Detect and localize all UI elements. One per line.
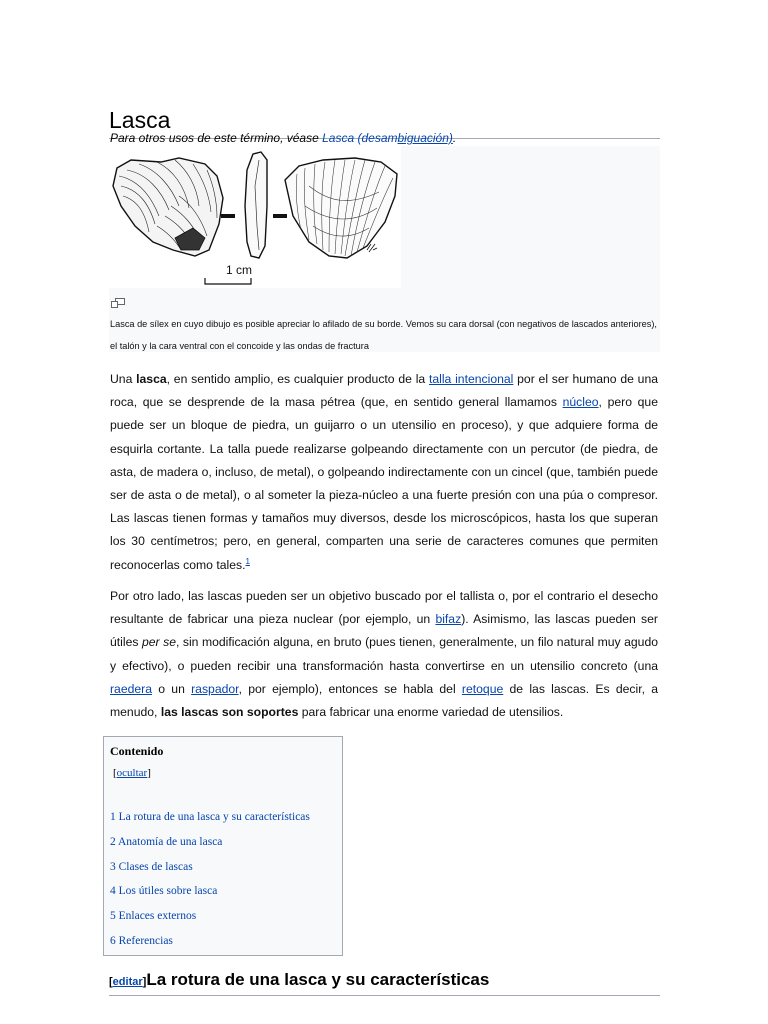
section-title: La rotura de una lasca y su características <box>146 970 490 990</box>
hatnote-link-lasca[interactable]: Lasca <box>322 131 355 145</box>
toc-item-6[interactable]: 6 Referencias <box>110 934 173 947</box>
toc-list <box>110 805 310 954</box>
disambiguation-hatnote <box>110 131 456 145</box>
hatnote-link-disambiguation-a[interactable]: (desam <box>357 131 398 145</box>
intro-paragraph: Una lasca, en sentido amplio, es cualquier producto de la talla intencional por el ser humano de una roca, que se desprende de la masa pétrea (que, en sentido general llamamos núcleo, pero que puede ser un bloque de piedra, un guijarro o un utensilio en proceso), y que adquiere forma de esquirla cortante. La talla puede realizarse golpeando directamente con un percutor (de piedra, de asta, de madera o, incluso, de metal), o golpeando indirectamente con un cincel (que, también puede ser de asta o de metal), o al someter la pieza-núcleo a una fuerte presión con una púa o compresor. Las lascas tienen formas y tamaños muy diversos, desde los microscópicos, hasta los que superan los 30 centímetros; pero, en general, comparten una serie de caracteres comunes que permiten reconocerlas como tales.$^1$ <box>110 372 658 572</box>
link-raedera[interactable]: raedera <box>110 681 153 696</box>
flint-flake-drawing[interactable] <box>109 146 401 288</box>
toc-item-5[interactable]: 5 Enlaces externos <box>110 910 197 923</box>
image-caption: Lasca de sílex en cuyo dibujo es posible apreciar lo afilado de su borde. Vemos su cara dorsal (con negativos de lascados anteriores), el talón y la cara ventral con el concoide y las ondas de fractura <box>110 319 657 351</box>
term-lasca: lasca <box>136 372 167 386</box>
table-of-contents <box>103 736 343 956</box>
toc-item-4[interactable]: 4 Los útiles sobre lasca <box>110 885 218 898</box>
link-bifaz[interactable]: bifaz <box>435 612 462 627</box>
link-talla-intencional[interactable]: talla intencional <box>428 372 514 386</box>
reference-link-1[interactable]: 1 <box>245 556 250 566</box>
image-thumbnail <box>109 146 660 352</box>
toc-item-3[interactable]: 3 Clases de lascas <box>110 860 193 873</box>
hatnote-link-disambiguation-b[interactable]: biguación) <box>397 131 453 145</box>
scale-label: 1 cm <box>226 263 253 277</box>
link-nucleo[interactable]: núcleo <box>562 395 599 410</box>
toc-title: Contenido <box>110 744 164 758</box>
link-retoque[interactable]: retoque <box>461 681 504 696</box>
page-title: Lasca <box>109 107 660 139</box>
second-paragraph: Por otro lado, las lascas pueden ser un objetivo buscado por el tallista o, por el contrario el desecho resultante de fabricar una pieza nuclear (por ejemplo, un bifaz). Asimismo, las lascas pueden ser útiles per se, sin modificación alguna, en bruto (pues tienen, generalmente, un filo natural muy agudo y efectivo), o pueden recibir una transformación hasta convertirse en un utensilio concreto (una raedera o un raspador, por ejemplo), entonces se habla del retoque de las lascas. Es decir, a menudo, las lascas son soportes para fabricar una enorme variedad de utensilios. <box>110 589 659 720</box>
magnify-icon[interactable] <box>111 295 125 305</box>
link-raspador[interactable]: raspador <box>191 681 239 696</box>
edit-link[interactable]: editar <box>112 976 143 989</box>
emphasis-soportes: las lascas son soportes <box>160 705 299 720</box>
toc-item-2[interactable]: 2 Anatomía de una lasca <box>110 835 223 848</box>
section-heading <box>109 970 660 996</box>
hatnote-prefix: Para otros usos de este término, véase <box>110 131 323 145</box>
flint-flake-illustration <box>109 146 401 288</box>
toc-item-1[interactable]: 1 La rotura de una lasca y su características <box>110 811 310 823</box>
edit-section: [editar] <box>109 976 147 989</box>
hatnote-suffix: . <box>452 131 457 145</box>
toc-hide-link[interactable]: ocultar <box>116 767 148 779</box>
toc-toggle: [ocultar] <box>113 767 151 779</box>
